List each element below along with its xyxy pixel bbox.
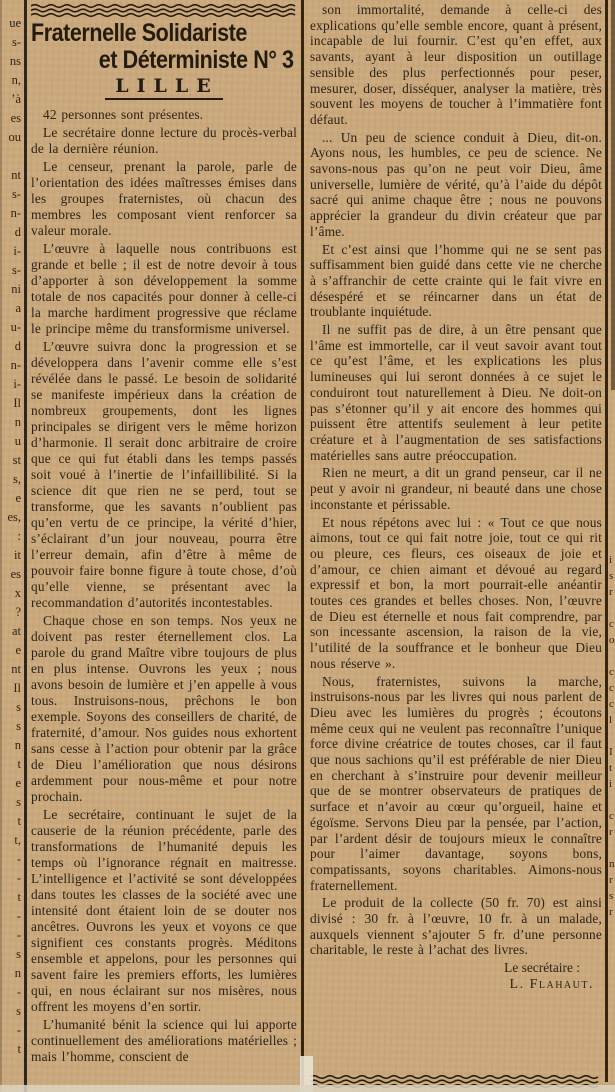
margin-fragment: n bbox=[14, 966, 21, 980]
margin-fragment: - bbox=[16, 928, 21, 942]
paragraph: 42 personnes sont présentes. bbox=[43, 107, 204, 122]
margin-fragment: t bbox=[17, 757, 21, 771]
margin-fragment: ou bbox=[8, 130, 21, 144]
margin-fragment: r bbox=[609, 826, 613, 838]
left-column-text bbox=[31, 107, 297, 1065]
paragraph: Et c’est ainsi que l’homme qui ne se sent pas suffisamment bien guidé dans cette vie ne cherche à s’affranchir de cette crainte qui le fait vivre en désespéré et se réincarner dans un état de troublante inquiétude. bbox=[310, 241, 602, 320]
margin-fragment: n bbox=[14, 415, 21, 429]
margin-fragment: r bbox=[609, 874, 613, 886]
margin-fragment: at bbox=[11, 624, 21, 638]
margin-fragment bbox=[609, 792, 615, 808]
margin-fragment: I bbox=[609, 746, 613, 758]
margin-fragment: a bbox=[15, 301, 21, 315]
margin-fragment: n, bbox=[11, 73, 21, 87]
margin-fragment: ns bbox=[9, 54, 21, 68]
margin-fragment: : bbox=[17, 529, 21, 543]
column-rule-center bbox=[301, 0, 304, 1092]
margin-fragment: es bbox=[10, 111, 21, 125]
margin-fragment: s bbox=[609, 890, 614, 902]
paragraph: Le secrétaire donne lecture du procès-verbal de la dernière réunion. bbox=[31, 125, 297, 156]
article-left-column bbox=[31, 0, 297, 1067]
margin-fragment bbox=[0, 147, 21, 166]
margin-fragment: e bbox=[15, 776, 21, 790]
signature-role: Le secrétaire : bbox=[504, 960, 580, 976]
paragraph: Le censeur, prenant la parole, parle de l’orientation des idées maîtresses émises dans les groupes fraternistes, où chacun des membres les composant vient renforcer sa valeur morale. bbox=[31, 159, 297, 238]
paragraph: L’œuvre suivra donc la progression et se développera dans l’avenir comme elle s’est révélée dans le passé. Le besoin de solidarité se manifeste impérieux dans la création de nombreux groupements, dont les lignes principales se dirigent vers le même horizon d’harmonie. Il serait donc arbitraire de croire que ce qui fut établi dans les temps passés soit voué à l’inertie de l’infaillibilité. Si la science dit que rien ne se perd, tout se transforme, que les savants n’oublient pas qu’en vertu de ce principe, la vérité d’hier, s’éclairant d’un jour nouveau, pourra être l’erreur demain, afin d’être à même de pouvoir faire bonne figure à toute chose, d’où qu’elle vienne, se présentant avec la recommandation d’autorités incontestables. bbox=[31, 339, 297, 610]
scan-edge-shadow-right bbox=[611, 0, 615, 390]
margin-fragment: u- bbox=[10, 320, 21, 334]
margin-fragment: ue bbox=[9, 16, 21, 30]
margin-fragment: s bbox=[16, 795, 21, 809]
paragraph: Nous, fraternistes, suivons la marche, instruisons-nous par les livres qui nous parlent de Dieu avec les lumières du progrès ; écoutons même ceux qui ne veulent pas reconnaître l’unique force divine créatrice de toutes choses, car il faut que nous sachions qu’il est préférable de nier Dieu en cherchant à s’instruire pour devenir meilleur que de se montrer observateurs de pratiques de surface et n’avoir au cœur qu’orgueil, haine et égoïsme. Servons Dieu par la pensée, par l’action, par l’ardent désir de toujours mieux le connaître pour l’aimer davantage, soyons bons, compatissants, soyons charitables. Aimons-nous fraternellement. bbox=[310, 673, 602, 893]
margin-fragment: s- bbox=[11, 263, 21, 277]
right-column-text bbox=[310, 2, 602, 958]
margin-fragment: i- bbox=[13, 377, 21, 391]
margin-fragment: l bbox=[609, 714, 613, 726]
margin-fragment: n bbox=[609, 858, 615, 870]
margin-fragment: d bbox=[14, 225, 21, 239]
paragraph: son immortalité, demande à celle-ci des explications qu’elle semble encore, quant à présent, incapable de lui fournir. C’est qu’en effet, aux savants, ayant à leur disposition un outillage sensible des plus perfectionnés pour peser, mesurer, doser, disséquer, analyser la matière, très souvent les moyens de toucher à l’immatière font défaut. bbox=[310, 2, 602, 127]
margin-fragment: t bbox=[17, 890, 21, 904]
margin-fragment: ni bbox=[11, 282, 21, 296]
margin-fragment: - bbox=[16, 909, 21, 923]
article-right-column bbox=[310, 1, 602, 993]
margin-fragment: s bbox=[16, 719, 21, 733]
margin-fragment: c bbox=[609, 682, 614, 694]
paragraph: Il ne suffit pas de dire, à un être pensant que l’âme est immortelle, car il veut savoir avant tout ce qu’est l’âme, et les explications les plus lumineuses qui lui seront données à ce sujet le conduiront tout naturellement à Dieu. Ne doit-on pas s’étonner qu’il y ait encore des hommes qui puissent être attentifs seulement à leur petite créature et à l’augmentation de ses satisfactions matérielles sans autre préoccupation. bbox=[310, 322, 602, 463]
left-margin-column-sliver bbox=[0, 14, 21, 1059]
margin-fragment: es, bbox=[7, 510, 21, 524]
column-rule-left bbox=[24, 0, 27, 1092]
margin-fragment: n- bbox=[10, 206, 21, 220]
margin-fragment: t bbox=[17, 1042, 21, 1056]
margin-fragment: u bbox=[14, 434, 21, 448]
paragraph: Chaque chose en son temps. Nos yeux ne doivent pas rester éternellement clos. La parole du grand Maître vibre toujours de plus en plus intense. Ouvrons les yeux ; nous avons besoin de lumière et j’en appelle à vous tous. Instruisons-nous, prêchons le bon exemple. Soyons des conseillers de charité, de fraternité, d’amour. Nos guides nous exhortent sans cesse à l’action pour obtenir par la grâce de Dieu l’amélioration que nous désirons ardemment pour nous-même et pour notre prochain. bbox=[31, 613, 297, 804]
margin-fragment: c bbox=[609, 666, 614, 678]
paragraph: Et nous répétons avec lui : « Tout ce que nous aimons, tout ce qui fait notre joie, tout ce qui rit ou pleure, ces fleurs, ces oiseaux de joie et d’amour, ce chien aimant et dévoué au regard expressif et bon, la mort pourrait-elle anéantir toutes ces grandes et belles choses. Non, l’œuvre de Dieu est éternelle et nous fait comprendre, par son incessante ascension, la raison de la vie, l’utilité de la souffrance et le bonheur que Dieu nous réserve ». bbox=[310, 514, 602, 671]
paragraph: Le produit de la collecte (50 fr. 70) est ainsi divisé : 30 fr. à l’œuvre, 10 fr. à un malade, auxquels viennent s’ajouter 5 fr. d’une personne charitable, le reste à l’achat des livres. bbox=[310, 895, 602, 958]
margin-fragment: - bbox=[16, 852, 21, 866]
margin-fragment: st bbox=[12, 453, 21, 467]
margin-fragment: d bbox=[14, 339, 21, 353]
article-city-subtitle: LILLE bbox=[105, 75, 222, 100]
margin-fragment: Il bbox=[13, 396, 21, 410]
margin-fragment bbox=[609, 840, 615, 856]
margin-fragment: n bbox=[14, 738, 21, 752]
margin-fragment: t bbox=[609, 762, 613, 774]
paragraph: ... Un peu de science conduit à Dieu, dit-on. Ayons nous, les humbles, ce peu de science. Ne savons-nous pas qu’on ne peut voir Dieu, âme universelle, lumière de vérité, qu’à l’aide du dépôt sacré qui anime chaque être ; nous ne pouvons apprécier la grandeur du divin créateur que par l’âme. bbox=[310, 129, 602, 239]
margin-fragment: - bbox=[16, 1023, 21, 1037]
margin-fragment: t bbox=[17, 814, 21, 828]
margin-fragment: s bbox=[16, 700, 21, 714]
margin-fragment: s bbox=[16, 1004, 21, 1018]
wavy-divider-top bbox=[31, 3, 297, 18]
right-margin-column-sliver bbox=[609, 552, 615, 920]
margin-fragment: s bbox=[16, 947, 21, 961]
margin-fragment: es bbox=[10, 567, 21, 581]
article-title-line1: Fraternelle Solidariste bbox=[31, 19, 247, 47]
margin-fragment: e bbox=[15, 643, 21, 657]
margin-fragment: nt bbox=[11, 168, 21, 182]
margin-fragment bbox=[609, 728, 615, 744]
margin-fragment: Il bbox=[13, 681, 21, 695]
margin-fragment: s- bbox=[11, 35, 21, 49]
margin-fragment: i- bbox=[13, 244, 21, 258]
margin-fragment: i bbox=[609, 554, 613, 566]
margin-fragment: c bbox=[609, 618, 614, 630]
column-rule-right bbox=[605, 0, 608, 1082]
article-masthead bbox=[31, 20, 297, 100]
margin-fragment: s bbox=[609, 570, 614, 582]
margin-fragment: ? bbox=[15, 605, 21, 619]
signature-name: L. Flahaut. bbox=[509, 977, 594, 993]
margin-fragment: - bbox=[16, 985, 21, 999]
paragraph: Le secrétaire, continuant le sujet de la causerie de la réunion précédente, parle des transformations de l’humanité depuis les temps où l’ignorance régnait en maitresse. L’intelligence et l’activité se sont développées dans toutes les classes de la société avec une intensité dont étaient loin de se douter nos ancêtres. Ouvrons les yeux et voyons ce que signifient ces constants progrès. Méditons ensemble et appelons, pour les personnes qui savent faire les premiers efforts, les lumières qui, en nous éclairant sur nos misères, nous offrent les moyens d’en sortir. bbox=[31, 807, 297, 1014]
margin-fragment: i bbox=[609, 778, 613, 790]
paragraph: L’humanité bénit la science qui lui apporte continuellement des améliorations matérielles ; mais l’homme, conscient de bbox=[31, 1017, 297, 1064]
margin-fragment: it bbox=[14, 548, 21, 562]
margin-fragment: t, bbox=[14, 833, 21, 847]
paragraph: Rien ne meurt, a dit un grand penseur, car il ne peut y avoir ni grandeur, ni beauté dans une chose inconstante et périssable. bbox=[310, 465, 602, 512]
article-title-line2: et Déterministe N° 3 bbox=[98, 46, 294, 74]
margin-fragment: r bbox=[609, 906, 613, 918]
margin-fragment: r bbox=[609, 586, 613, 598]
margin-fragment: c bbox=[609, 810, 614, 822]
margin-fragment: e bbox=[15, 491, 21, 505]
scan-bottom-edge bbox=[0, 1085, 615, 1092]
margin-fragment: ’à bbox=[11, 92, 21, 106]
margin-fragment: c bbox=[609, 698, 614, 710]
margin-fragment: n- bbox=[10, 358, 21, 372]
margin-fragment: s- bbox=[11, 187, 21, 201]
margin-fragment bbox=[609, 648, 615, 664]
margin-fragment: - bbox=[16, 871, 21, 885]
margin-fragment bbox=[609, 600, 615, 616]
margin-fragment: nt bbox=[11, 662, 21, 676]
margin-fragment: x bbox=[14, 586, 21, 600]
margin-fragment: s, bbox=[13, 472, 21, 486]
margin-fragment: o bbox=[609, 634, 615, 646]
paragraph: L’œuvre à laquelle nous contribuons est grande et belle ; il est de notre devoir à tous d’apporter à son développement la somme totale de nos capacités pour donner à celle-ci la marche hardiment progressive que réclame le principe même du transformisme universel. bbox=[31, 241, 297, 336]
